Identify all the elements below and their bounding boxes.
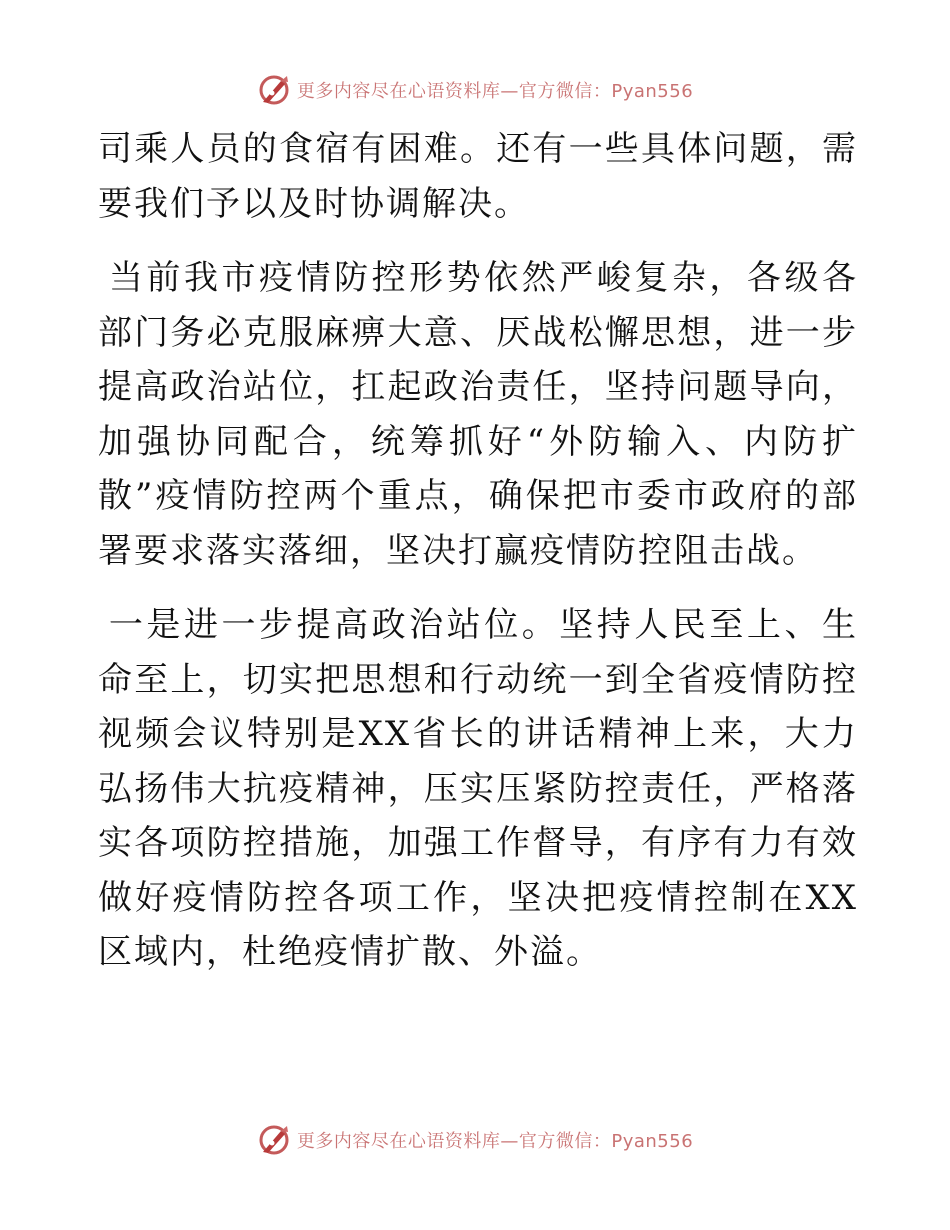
paragraph-3: 一是进一步提高政治站位。坚持人民至上、生命至上，切实把思想和行动统一到全省疫情防控视频会议特别是XX省长的讲话精神上来，大力弘扬伟大抗疫精神，压实压紧防控责任，严格落实各项防控措施，加强工作督导，有序有力有效做好疫情防控各项工作，坚决把疫情控制在XX区域内，杜绝疫情扩散、外溢。 [98,605,858,972]
watermark-text: 更多内容尽在心语资料库—官方微信：Pyan556 [296,1131,694,1152]
paragraph-2: 当前我市疫情防控形势依然严峻复杂，各级各部门务必克服麻痹大意、厌战松懈思想，进一步提高政治站位，扛起政治责任，坚持问题导向，加强协同配合，统筹抓好“外防输入、内防扩散”疫情防控两个重点，确保把市委市政府的部署要求落实落细，坚决打赢疫情防控阻击战。 [98,258,858,571]
watermark-text: 更多内容尽在心语资料库—官方微信：Pyan556 [296,81,694,102]
footer-watermark [0,1122,950,1158]
quill-pen-logo-icon [257,73,291,107]
quill-pen-logo-icon [257,1123,291,1157]
paragraph-1: 司乘人员的食宿有困难。还有一些具体问题，需要我们予以及时协调解决。 [98,129,858,224]
document-body [98,122,858,980]
header-watermark [0,72,950,108]
